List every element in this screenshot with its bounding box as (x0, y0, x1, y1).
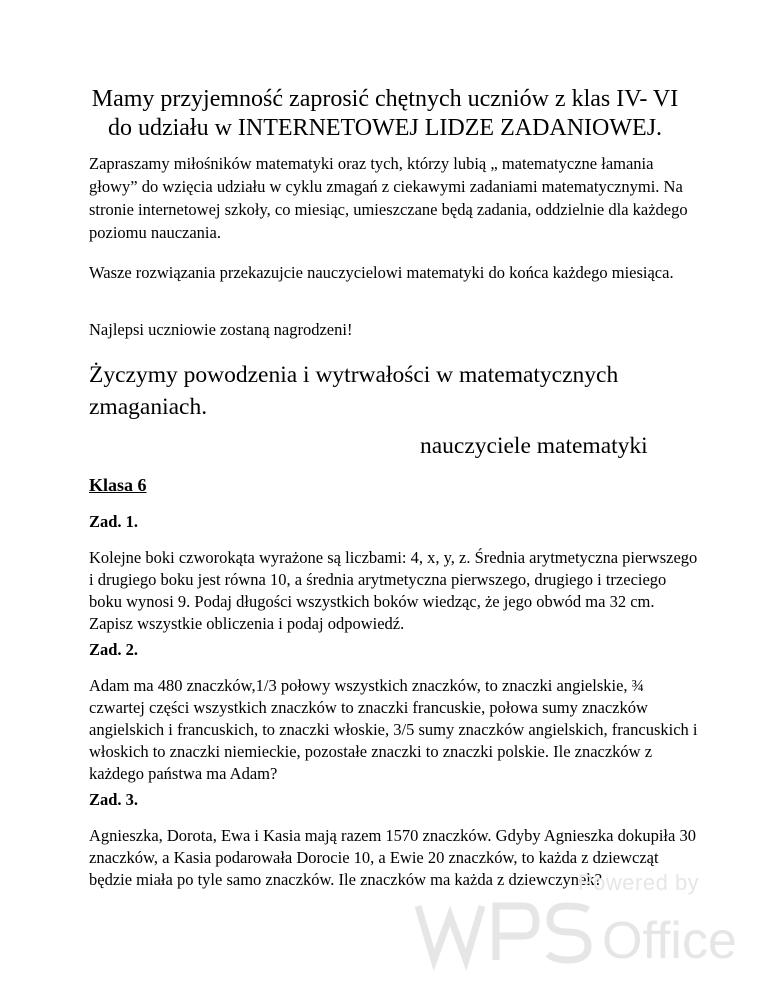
reward-paragraph: Najlepsi uczniowie zostaną nagrodzeni! (89, 320, 353, 339)
task-2-body: Adam ma 480 znaczków,1/3 połowy wszystkich znaczków, to znaczki angielskie, ¾ czwartej części wszystkich znaczków to znaczki francuskie, połowa sumy znaczków angielskich i francuskich, to znaczki włoskie, 3/5 sumy znaczków angielskich, francuskich i włoskich to znaczki niemieckie, pozostałe znaczki to znaczki polskie. Ile znaczków z każdego państwa ma Adam? (89, 676, 698, 783)
wps-office-watermark (400, 862, 737, 982)
intro-paragraph: Zapraszamy miłośników matematyki oraz tych, którzy lubią „ matematyczne łamania głowy” do wzięcia udziału w cyklu zmagań z ciekawymi zadaniami matematycznymi. Na stronie internetowej szkoły, co miesiąc, umieszczane będą zadania, oddzielnie dla każdego poziomu nauczania. (89, 154, 688, 242)
wps-office-logo-icon (412, 892, 737, 972)
task-1-title: Zad. 1. (89, 512, 139, 531)
invitation-title (80, 85, 690, 143)
wish-text: Życzymy powodzenia i wytrwałości w matematycznych zmaganiach. (89, 362, 619, 420)
task-3-body: Agnieszka, Dorota, Ewa i Kasia mają razem 1570 znaczków. Gdyby Agnieszka dokupiła 30 znaczków, a Kasia podarowała Dorocie 10, a Ewie 20 znaczków, to każda z dziewcząt będzie miała po tyle samo znaczków. Ile znaczków ma każda z dziewczynek? (89, 826, 696, 889)
task-2-title: Zad. 2. (89, 640, 139, 659)
invitation-title-line-2: do udziału w INTERNETOWEJ LIDZE ZADANIOWEJ. (107, 115, 663, 141)
watermark-office-text: Office (602, 912, 737, 970)
task-1-body: Kolejne boki czworokąta wyrażone są liczbami: 4, x, y, z. Średnia arytmetyczna pierwszego i drugiego boku jest równa 10, a średnia arytmetyczna pierwszego, drugiego i trzeciego boku wynosi 9. Podaj długości wszystkich boków wiedząc, że jego obwód ma 32 cm. Zapisz wszystkie obliczenia i podaj odpowiedź. (89, 548, 698, 633)
watermark-powered-text: Powered by (578, 870, 700, 895)
signature: nauczyciele matematyki (420, 433, 648, 459)
class-heading: Klasa 6 (89, 475, 147, 495)
invitation-title-line-1: Mamy przyjemność zaprosić chętnych uczniów z klas IV- VI (91, 86, 679, 112)
deadline-paragraph: Wasze rozwiązania przekazujcie nauczycielowi matematyki do końca każdego miesiąca. (89, 263, 674, 282)
task-3-title: Zad. 3. (89, 790, 139, 809)
